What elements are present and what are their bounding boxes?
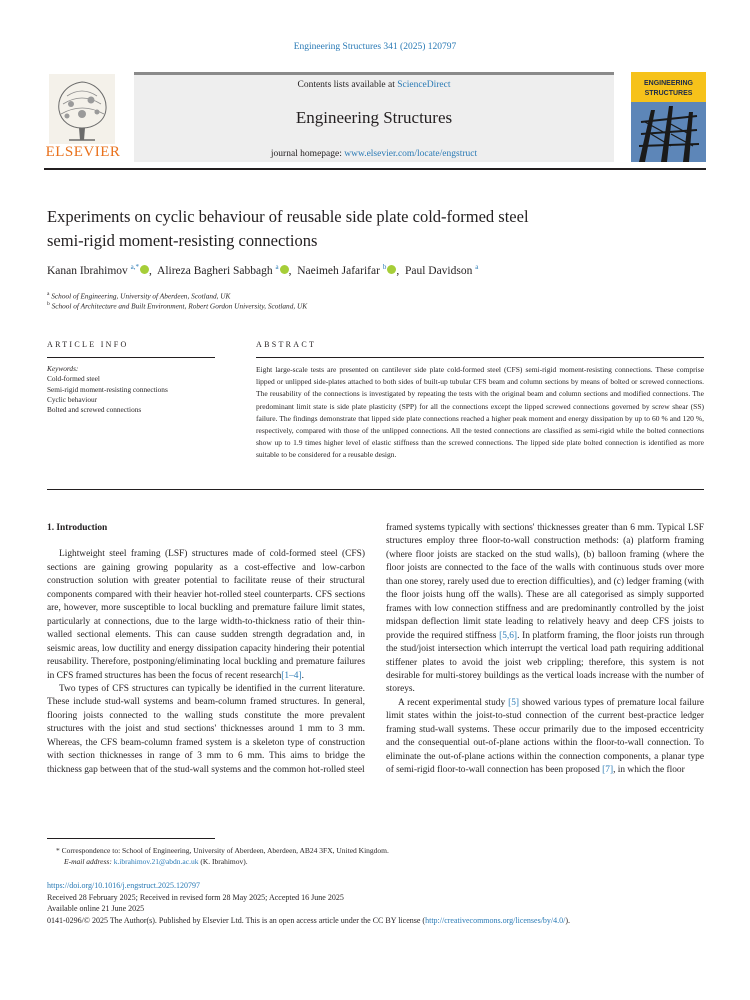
body-paragraph bbox=[47, 548, 365, 683]
journal-header bbox=[44, 72, 706, 162]
body-column-left bbox=[47, 522, 365, 777]
homepage-prefix: journal homepage: bbox=[270, 149, 345, 159]
citation-link[interactable]: [5] bbox=[508, 697, 520, 708]
affiliation-marker: b bbox=[47, 301, 50, 307]
header-rule bbox=[44, 168, 706, 170]
abstract-text: Eight large-scale tests are presented on cantilever side plate cold-formed steel (CFS) semi-rigid moment-resisting connections. These comprise lipped or unlipped side-plates attached to both sides of built-up tubular CFS beam and column sections by means of bolted or screwed connections. The reusability of the connections is investigated by repeating the tests with the original beam and column sections and modified connections. The predominant limit state is side plate plasticity (SPP) for all the connections except the lipped screwed connections governed by screw shear (SS) failure. The findings demonstrate that lipped side plate connections reached a higher peak moment and energy dissipation by up to 60 % and 120 %, respectively, compared with those of the unlipped connections. All the tested connections are classified as semi-rigid while the bolted connections show up to 1.9 times higher level of elastic stiffness than the screwed connections. The lipped side plate bolted connection is identified as more suitable to be considered for a reusable design. bbox=[256, 365, 704, 460]
author-affiliation-marker[interactable]: a bbox=[475, 263, 479, 271]
author-affiliation-marker[interactable]: a,* bbox=[130, 263, 140, 271]
article-info-heading: ARTICLE INFO bbox=[47, 340, 129, 349]
paragraph-text: , in which the floor bbox=[613, 765, 685, 776]
body-column-right bbox=[386, 522, 704, 778]
abstract-rule bbox=[256, 357, 704, 358]
contents-prefix: Contents lists available at bbox=[297, 80, 398, 90]
citation-link[interactable]: [7] bbox=[602, 765, 614, 776]
body-paragraph: Two types of CFS structures can typically be identified in the current literature. These include stud-wall systems and beam-column framed structures. In general, flooring joists connected to the walling studs constitute the more prevalent structures with the joist and stud sections' thicknesses around 1 mm to 3 mm. Whereas, the CFS beam-column framed system is a skeleton type of construction with section thicknesses in range of 3 mm to 6 mm. This aims to bridge the thickness gap between that of the stud-wall systems and the common hot-rolled steel bbox=[47, 683, 365, 775]
affiliation-text: School of Architecture and Built Environment, Robert Gordon University, Scotland, UK bbox=[51, 301, 308, 311]
elsevier-wordmark: ELSEVIER bbox=[45, 144, 121, 160]
author-name[interactable]: Kanan Ibrahimov bbox=[47, 264, 128, 277]
body-paragraph bbox=[386, 697, 704, 778]
correspondence-footnote: * Correspondence to: School of Engineering, University of Aberdeen, Aberdeen, AB24 3FX, United Kingdom. bbox=[56, 846, 389, 855]
keywords-heading: Keywords: bbox=[47, 364, 79, 373]
paragraph-text: Lightweight steel framing (LSF) structures made of cold-formed steel (CFS) sections are gaining growing popularity as a cost-effective and low-carbon construction solution with greater potential to facilitate reuse of their structural components compared with their heavier hot-rolled steel counterparts. CFS sections are, however, more susceptible to local buckling and premature failure limit states, particularly at connections, due to the large width-to-thickness ratio of their thin-walled sectional elements. This can cause sudden strength degradation and, in seismic areas, low ductility and energy dissipation capacity hindering their potential reusability. Therefore, postponing/eliminating local buckling and premature failures in CFS framed structures has been the focus of recent research bbox=[47, 549, 365, 681]
citation-link[interactable]: [5,6] bbox=[499, 630, 518, 641]
keywords-block bbox=[47, 364, 215, 415]
email-label: E-mail address: bbox=[64, 857, 112, 866]
author-list: Kanan Ibrahimov $^{a,*}$ , Alireza Bagheri Sabbagh $^a$ , Naeimeh Jafarifar $^b$ , Paul Davidson $^a$ bbox=[47, 263, 479, 277]
license-text: 0141-0296/© 2025 The Author(s). Published by Elsevier Ltd. This is an open access article under the CC BY license ( bbox=[47, 915, 426, 925]
elsevier-logo[interactable] bbox=[44, 72, 122, 160]
cover-title-text: ENGINEERING bbox=[643, 80, 694, 87]
keyword-item: Cyclic behaviour bbox=[47, 394, 98, 404]
keyword-item: Bolted and screwed connections bbox=[47, 405, 142, 415]
affiliation-b bbox=[47, 301, 307, 310]
orcid-icon[interactable] bbox=[140, 265, 149, 274]
journal-banner bbox=[134, 72, 614, 162]
citation-link[interactable]: [1–4] bbox=[281, 670, 302, 681]
journal-cover-image bbox=[631, 72, 706, 162]
journal-title: Engineering Structures bbox=[295, 108, 453, 127]
article-title-line2: semi-rigid moment-resisting connections bbox=[47, 231, 318, 250]
elsevier-tree-icon bbox=[49, 74, 115, 144]
article-title-line1: Experiments on cyclic behaviour of reusable side plate cold-formed steel bbox=[47, 207, 529, 226]
author-name[interactable]: Alireza Bagheri Sabbagh bbox=[157, 264, 273, 277]
abstract-heading: ABSTRACT bbox=[256, 340, 317, 349]
affiliation-text: School of Engineering, University of Aberdeen, Scotland, UK bbox=[51, 291, 231, 301]
orcid-icon[interactable] bbox=[280, 265, 289, 274]
license-link[interactable]: http://creativecommons.org/licenses/by/4.0/ bbox=[425, 915, 566, 925]
publication-info bbox=[47, 880, 707, 926]
author-name[interactable]: Paul Davidson bbox=[404, 264, 473, 277]
info-bottom-rule bbox=[47, 489, 704, 490]
available-online: Available online 21 June 2025 bbox=[47, 904, 145, 913]
doi-link[interactable]: https://doi.org/10.1016/j.engstruct.2025.120797 bbox=[47, 881, 200, 890]
affiliation-marker: a bbox=[47, 291, 50, 297]
cover-title-text: STRUCTURES bbox=[644, 90, 693, 97]
received-dates: Received 28 February 2025; Received in revised form 28 May 2025; Accepted 16 June 2025 bbox=[47, 892, 344, 902]
section-heading-introduction: 1. Introduction bbox=[47, 523, 108, 533]
journal-citation[interactable]: Engineering Structures 341 (2025) 120797 bbox=[293, 42, 457, 52]
paragraph-text: framed systems typically with sections' thicknesses greater than 6 mm. Typical LSF structures employ three floor-to-wall construction methods: (a) platform framing (where floor joists are stacked on the stud walls), (b) balloon framing (where the floor joists are connected to the face of the walls with continuous studs over more than one storey, rarely used due to erection difficulties), and (c) ledger framing (with the floor joists hung off the walls). These are all categorised as simply supported frames with low connection stiffness and are predominantly controlled by the joist midspan deflection limit state leading to relatively heavy and deep CFS joists to provide the required stiffness bbox=[386, 523, 704, 641]
sciencedirect-link[interactable]: ScienceDirect bbox=[397, 80, 451, 90]
license-line bbox=[47, 915, 707, 927]
contents-line bbox=[134, 80, 614, 90]
article-info-rule bbox=[47, 357, 215, 358]
keyword-item: Semi-rigid moment-resisting connections bbox=[47, 384, 168, 394]
footnote-rule bbox=[47, 838, 215, 839]
license-text-end: ). bbox=[565, 915, 571, 925]
body-paragraph bbox=[386, 522, 704, 697]
paragraph-text: showed various types of premature local failure limit states within the joist-to-stud connection of the current best-practice ledger framing stud-wall systems. These occur primarily due to the imposed eccentricity and the consequential out-of-plane actions within the floor-to-wall connection. To eliminate the out-of-plane actions within the connection components, a planar type of semi-rigid floor-to-wall connection has been proposed bbox=[386, 697, 704, 776]
author-affiliation-marker[interactable]: b bbox=[382, 263, 387, 271]
author-affiliation-marker[interactable]: a bbox=[275, 263, 279, 271]
orcid-icon[interactable] bbox=[387, 265, 396, 274]
author-name[interactable]: Naeimeh Jafarifar bbox=[297, 264, 380, 277]
paragraph-text: . bbox=[301, 670, 304, 681]
journal-cover-thumbnail[interactable] bbox=[631, 72, 706, 162]
email-footnote bbox=[64, 857, 664, 866]
homepage-line bbox=[134, 149, 614, 159]
paragraph-text: A recent experimental study bbox=[398, 697, 509, 708]
journal-homepage-link[interactable]: www.elsevier.com/locate/engstruct bbox=[344, 149, 478, 159]
article-title bbox=[47, 205, 667, 253]
affiliation-a bbox=[47, 291, 230, 300]
email-link[interactable]: k.ibrahimov.21@abdn.ac.uk bbox=[113, 857, 199, 866]
keyword-item: Cold-formed steel bbox=[47, 374, 100, 384]
paragraph-text: . In platform framing, the floor joists run through the stud/joist intersection which interrupt the vertical load path requiring additional stiffener plates to avoid the joist web crippling; therefore, this system is not desirable for multi-storey buildings as the vertical loads increase with the number of storeys. bbox=[386, 630, 705, 695]
email-suffix: (K. Ibrahimov). bbox=[198, 857, 248, 866]
